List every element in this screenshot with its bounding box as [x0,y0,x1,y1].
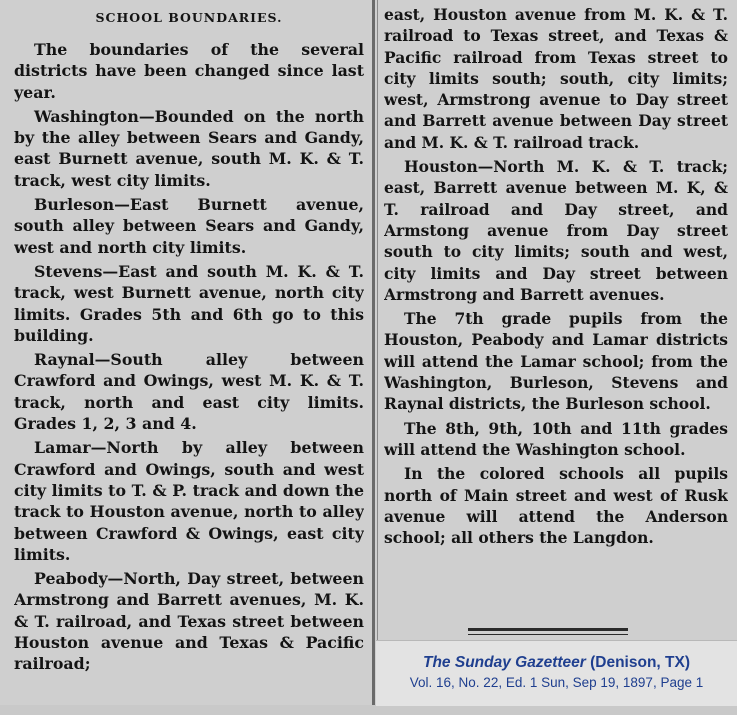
article-heading: SCHOOL BOUNDARIES. [95,10,283,25]
article-column-right [384,4,728,709]
article-paragraph: Washington—Bounded on the north by the alley between Sears and Gandy, east Burnett avenue, south M. K. & T. track, west city limits. [14,106,364,190]
article-end-rule-thin [468,634,628,635]
citation-title-line [376,654,737,672]
article-paragraph: Raynal—South alley between Crawford and Owings, west M. K. & T. track, north and east city limits. Grades 1, 2, 3 and 4. [14,350,364,434]
citation-newspaper-title: The Sunday Gazetteer [423,654,586,671]
article-column-left [14,10,364,715]
citation-details: Vol. 16, No. 22, Ed. 1 Sun, Sep 19, 1897, Page 1 [409,675,704,690]
article-paragraph: east, Houston avenue from M. K. & T. railroad to Texas street, and Texas & Pacific railroad from Texas street to city limits south; south, city limits; west, Armstrong avenue to Day street and Barrett avenue between Day street and M. K. & T. railroad track. [384,5,728,152]
article-paragraph: Stevens—East and south M. K. & T. track, west Burnett avenue, north city limits. Grades 5th and 6th go to this building. [14,261,364,345]
article-paragraph: Lamar—North by alley between Crawford and Owings, south and west city limits to T. & P. track and down the track to Houston avenue, north to alley between Crawford & Owings, east city limits. [14,438,364,564]
article-paragraph: Burleson—East Burnett avenue, south alley between Sears and Gandy, west and north city limits. [14,195,364,257]
article-paragraph: In the colored schools all pupils north of Main street and west of Rusk avenue will attend the Anderson school; all others the Langdon. [384,464,728,548]
column-divider-thin [377,0,378,640]
article-paragraph: The 7th grade pupils from the Houston, Peabody and Lamar districts will attend the Lamar school; from the Washington, Burleson, Stevens and Raynal districts, the Burleson school. [384,309,728,414]
article-paragraph: The 8th, 9th, 10th and 11th grades will attend the Washington school. [384,418,728,459]
article-paragraph: The boundaries of the several districts have been changed since last year. [14,40,364,102]
article-paragraph: Houston—North M. K. & T. track; east, Barrett avenue between M. K, & T. railroad and Day street, and Armstong avenue from Day street south to city limits; south and west, city limits and Day street between Armstrong and Barrett avenues. [384,157,728,304]
citation-place: (Denison, TX) [585,654,690,671]
column-divider [372,0,375,705]
citation-box [376,640,737,706]
article-end-rule [468,628,628,631]
article-paragraph: Peabody—North, Day street, between Armstrong and Barrett avenues, M. K. & T. railroad, and Texas street between Houston avenue and Texas & Pacific railroad; [14,569,364,674]
